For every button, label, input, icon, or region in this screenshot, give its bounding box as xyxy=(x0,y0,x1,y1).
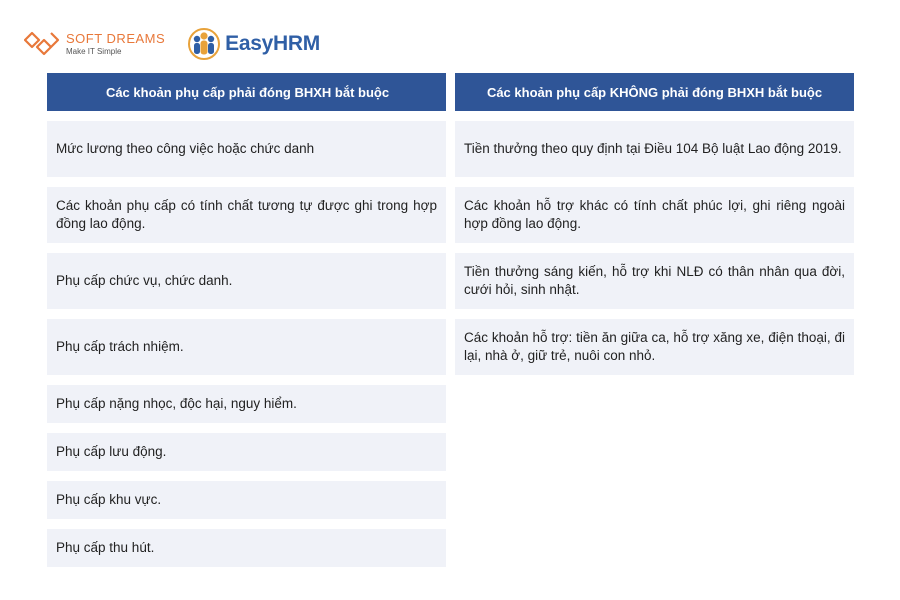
non-mandatory-column-header: Các khoản phụ cấp KHÔNG phải đóng BHXH bắt buộc xyxy=(455,73,854,111)
non-mandatory-item: Các khoản hỗ trợ: tiền ăn giữa ca, hỗ trợ xăng xe, điện thoại, đi lại, nhà ở, giữ trẻ, nuôi con nhỏ. xyxy=(455,319,854,375)
logo-bar xyxy=(24,26,320,62)
easyhrm-wordmark: EasyHRM xyxy=(225,32,320,55)
easyhrm-logo xyxy=(187,28,320,60)
mandatory-allowances-column xyxy=(47,73,446,555)
mandatory-item: Phụ cấp lưu động. xyxy=(47,433,446,471)
mandatory-item: Mức lương theo công việc hoặc chức danh xyxy=(47,121,446,177)
mandatory-item: Phụ cấp thu hút. xyxy=(47,529,446,567)
mandatory-column-header: Các khoản phụ cấp phải đóng BHXH bắt buộc xyxy=(47,73,446,111)
non-mandatory-item: Các khoản hỗ trợ khác có tính chất phúc lợi, ghi riêng ngoài hợp đồng lao động. xyxy=(455,187,854,243)
non-mandatory-item: Tiền thưởng sáng kiến, hỗ trợ khi NLĐ có thân nhân qua đời, cưới hỏi, sinh nhật. xyxy=(455,253,854,309)
mandatory-item: Các khoản phụ cấp có tính chất tương tự được ghi trong hợp đồng lao động. xyxy=(47,187,446,243)
non-mandatory-allowances-column xyxy=(455,73,854,363)
mandatory-item: Phụ cấp khu vực. xyxy=(47,481,446,519)
mandatory-item: Phụ cấp trách nhiệm. xyxy=(47,319,446,375)
non-mandatory-item: Tiền thưởng theo quy định tại Điều 104 Bộ luật Lao động 2019. xyxy=(455,121,854,177)
softdreams-tagline: Make IT Simple xyxy=(66,47,122,56)
easyhrm-people-icon xyxy=(187,28,221,60)
softdreams-wordmark: SOFT DREAMS xyxy=(66,31,166,46)
mandatory-item: Phụ cấp chức vụ, chức danh. xyxy=(47,253,446,309)
softdreams-mark-icon xyxy=(24,29,60,59)
mandatory-item: Phụ cấp nặng nhọc, độc hại, nguy hiểm. xyxy=(47,385,446,423)
softdreams-logo xyxy=(24,29,165,59)
